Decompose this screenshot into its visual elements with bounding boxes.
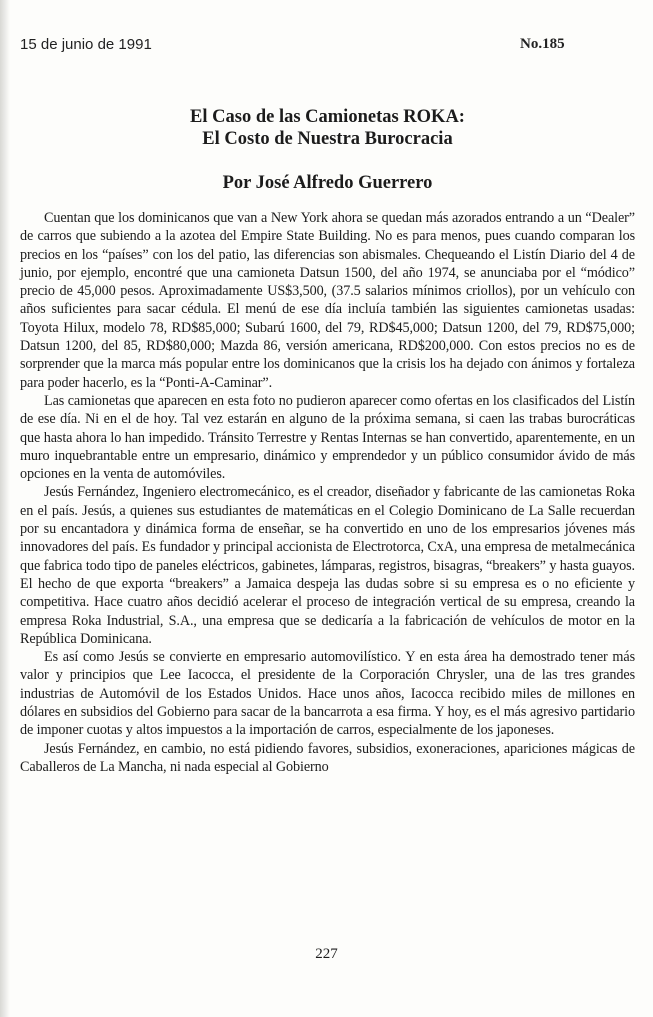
paragraph: Jesús Fernández, en cambio, no está pidiendo favores, subsidios, exoneraciones, apariciones mágicas de Caballeros de La Mancha, ni nada especial al Gobierno bbox=[20, 740, 635, 775]
article-body bbox=[20, 209, 635, 776]
paragraph: Es así como Jesús se convierte en empresario automovilístico. Y en esta área ha demostrado tener más valor y principios que Lee Iacocca, el presidente de la Corporación Chrysler, una de las tres grandes industrias de Automóvil de los Estados Unidos. Hace unos años, Iacocca recibido miles de millones en dólares en subsidios del Gobierno para sacar de la bancarrota a esa firma. Y hoy, es el más agresivo partidario de imponer cuotas y altos impuestos a la importación de carros, especialmente de los japoneses. bbox=[20, 649, 635, 739]
paragraph: Las camionetas que aparecen en esta foto no pudieron aparecer como ofertas en los clasificados del Listín de ese día. Ni en el de hoy. Tal vez estarán en alguno de la próxima semana, si caen las trabas burocráticas que hasta ahora lo han impedido. Tránsito Terrestre y Rentas Internas se han convertido, aparentemente, en un muro inquebrantable entre un empresario, dinámico y emprendedor y un público consumidor ávido de más opciones en la venta de automóviles. bbox=[20, 392, 635, 483]
article-title bbox=[20, 106, 635, 150]
paragraph: Cuentan que los dominicanos que van a New York ahora se quedan más azorados entrando a un “Dealer” de carros que subiendo a la azotea del Empire State Building. No es para menos, pues cuando comparan los precios en los “países” con los del patio, las diferencias son abismales. Chequeando el Listín Diario del 4 de junio, por ejemplo, encontré que una camioneta Datsun 1500, del año 1974, se anunciaba por el “módico” precio de 45,000 pesos. Aproximadamente US$3,500, (37.5 salarios mínimos criollos), por un vehículo con años suficientes para sacar cédula. El menú de ese día incluía también las siguientes camionetas usadas: Toyota Hilux, modelo 78, RD$85,000; Subarú 1600, del 79, RD$45,000; Datsun 1200, del 79, RD$75,000; Datsun 1200, del 85, RD$80,000; Mazda 86, versión americana, RD$200,000. Con estos precios no es de sorprender que la marca más popular entre los dominicanos que la crisis los ha dejado con ánimos y fortaleza para poder hacerlo, es la “Ponti-A-Caminar”. bbox=[20, 210, 635, 391]
page-gutter-shadow bbox=[0, 0, 10, 1017]
article-title-line-2: El Costo de Nuestra Burocracia bbox=[202, 129, 453, 149]
page-number: 227 bbox=[315, 946, 338, 962]
header-issue-number: No.185 bbox=[520, 36, 565, 52]
header-date: 15 de junio de 1991 bbox=[20, 36, 152, 53]
article-title-line-1: El Caso de las Camionetas ROKA: bbox=[190, 107, 465, 127]
article-byline: Por José Alfredo Guerrero bbox=[222, 173, 433, 193]
paragraph: Jesús Fernández, Ingeniero electromecánico, es el creador, diseñador y fabricante de las camionetas Roka en el país. Jesús, a quienes sus estudiantes de matemáticas en el Colegio Dominicano de La Salle recuerdan por su encantadora y dinámica forma de enseñar, se ha convertido en uno de los empresarios jóvenes más innovadores del país. Es fundador y principal accionista de Electrotorca, CxA, una empresa de metalmecánica que fabrica todo tipo de paneles eléctricos, gabinetes, lámparas, registros, bisagras, “breakers” y hasta guayos. El hecho de que exporta “breakers” a Jamaica despeja las dudas sobre si su empresa es o no eficiente y competitiva. Hace cuatro años decidió acelerar el proceso de integración vertical de su empresa, creando la empresa Roka Industrial, S.A., una empresa que se dedicaría a la fabricación de vehículos de motor en la República Dominicana. bbox=[20, 484, 635, 647]
